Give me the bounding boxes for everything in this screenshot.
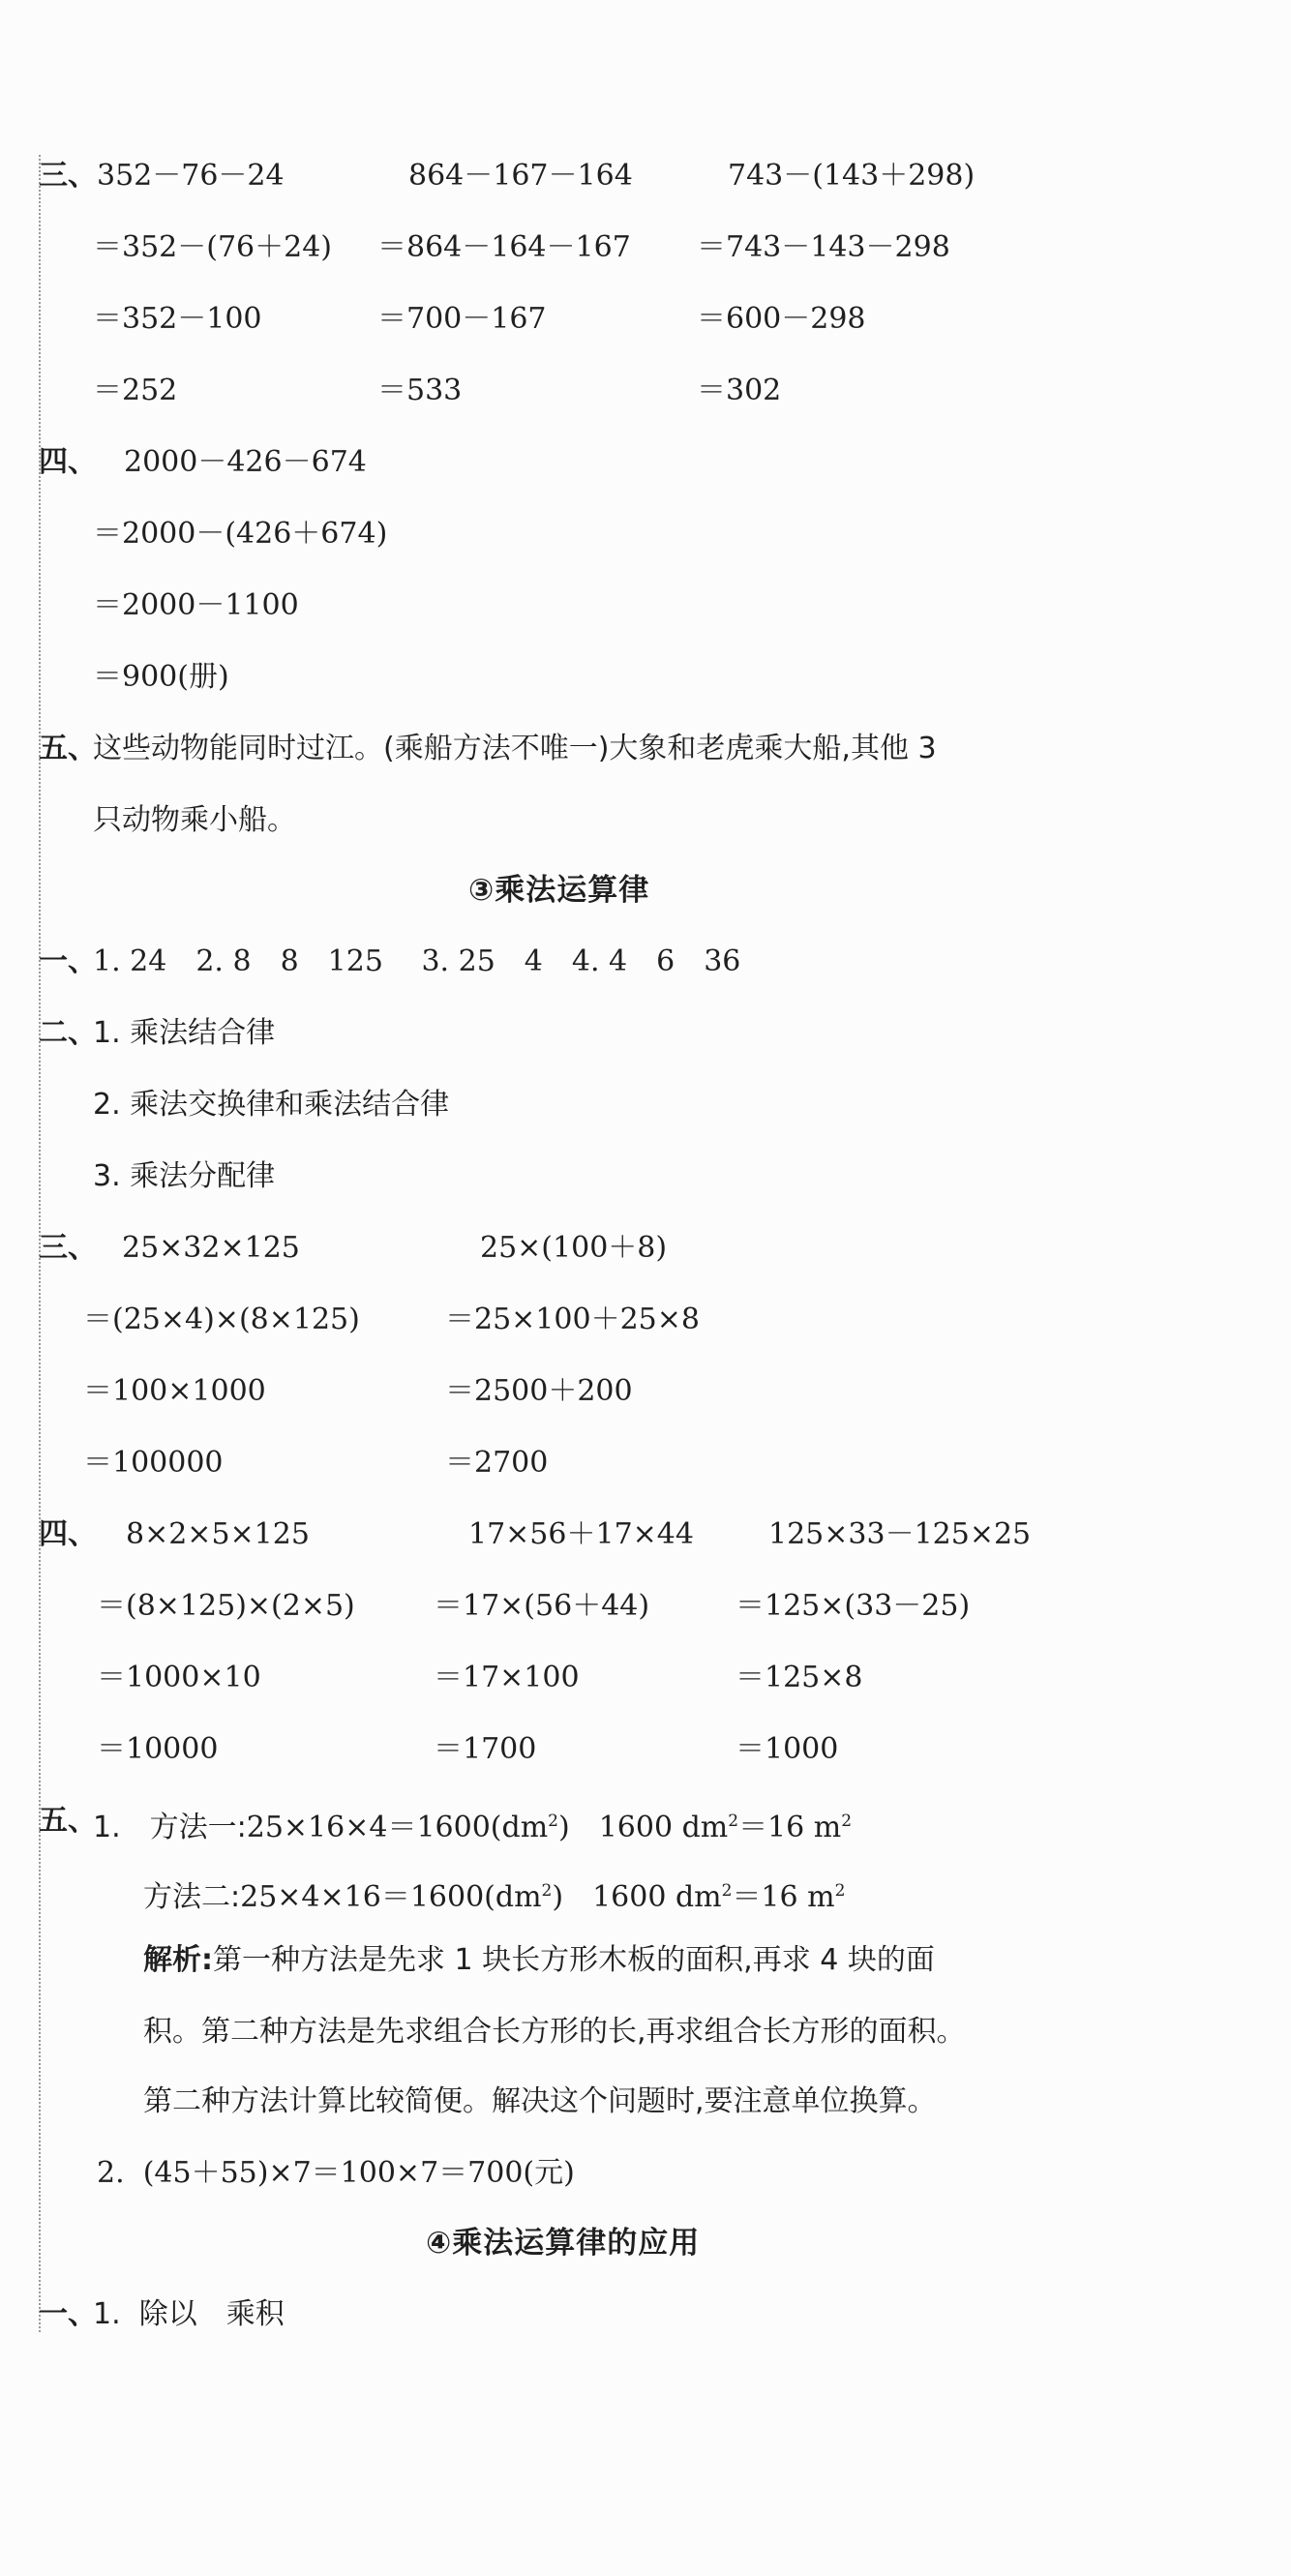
answer-text: 2. 乘法交换律和乘法结合律	[93, 1088, 450, 1122]
expr-row: 2000－426－674	[124, 445, 367, 479]
expr-row: ＝1700	[434, 1732, 537, 1766]
expr-row: ＝743－143－298	[697, 230, 950, 264]
expr-row: ＝2700	[445, 1446, 549, 1480]
expr-row: ＝352－100	[93, 302, 262, 336]
expr-row: ＝10000	[97, 1732, 219, 1766]
expr-row: 17×56＋17×44	[468, 1517, 694, 1551]
answer-text: 这些动物能同时过江。(乘船方法不唯一)大象和老虎乘大船,其他 3	[93, 732, 937, 765]
expr-row: ＝2000－(426＋674)	[93, 517, 388, 551]
expr-row: ＝17×(56＋44)	[434, 1589, 650, 1623]
expr-row: ＝(25×4)×(8×125)	[83, 1303, 360, 1336]
analysis: 积。第二种方法是先求组合长方形的长,再求组合长方形的面积。	[143, 2015, 966, 2049]
expr-row: ＝533	[377, 374, 463, 407]
expr-row: 352－76－24	[97, 159, 285, 193]
expr-row: ＝252	[93, 374, 178, 407]
question-label-2: 二、	[39, 1016, 97, 1050]
section-label-5: 五、	[39, 732, 97, 765]
section-heading: ④乘法运算律的应用	[426, 2226, 701, 2261]
expr-row: ＝25×100＋25×8	[445, 1303, 700, 1336]
question-label-3: 三、	[39, 1231, 97, 1265]
expr-row: ＝600－298	[697, 302, 866, 336]
answer-text: 3. 乘法分配律	[93, 1159, 276, 1193]
expr-row: ＝2500＋200	[445, 1374, 633, 1408]
section-label-4: 四、	[39, 445, 97, 479]
expr-row: ＝302	[697, 374, 782, 407]
expr-row: ＝17×100	[434, 1661, 580, 1694]
expr-row: ＝(8×125)×(2×5)	[97, 1589, 355, 1623]
answer-text: 1. 除以 乘积	[93, 2297, 285, 2331]
question-label-4: 四、	[39, 1517, 97, 1551]
expr-row: 864－167－164	[408, 159, 633, 193]
question-label-5: 五、	[39, 1804, 97, 1838]
answer-text: 1. 乘法结合律	[93, 1016, 276, 1050]
expr-row: ＝352－(76＋24)	[93, 230, 333, 264]
expr-row: ＝1000×10	[97, 1661, 261, 1694]
answer-text: 1. 24 2. 8 8 125 3. 25 4 4. 4 6 36	[93, 944, 741, 978]
question-label-1: 一、	[39, 944, 97, 978]
analysis: 解析:第一种方法是先求 1 块长方形木板的面积,再求 4 块的面	[143, 1943, 935, 1977]
expr-row: ＝100000	[83, 1446, 224, 1480]
method-one: 1. 方法一$:25\times 16\times 4=1600(dm^2)$ 1600 $dm^2=16$ $m^2$	[93, 1811, 853, 1844]
expr-row: ＝864－164－167	[377, 230, 631, 264]
expr-row: ＝1000	[736, 1732, 839, 1766]
expr-row: 25×(100＋8)	[480, 1231, 668, 1265]
method-two: 方法二$:25\times 4\times 16=1600(dm^2)$ 1600 $dm^2=16$ $m^2$	[143, 1880, 846, 1914]
answer-text: 只动物乘小船。	[93, 803, 296, 837]
expr-row: ＝700－167	[377, 302, 547, 336]
expr-row: ＝2000－1100	[93, 588, 299, 622]
analysis: 第二种方法计算比较简便。解决这个问题时,要注意单位换算。	[143, 2084, 937, 2118]
expr-row: ＝900(册)	[93, 660, 229, 694]
expr-row: 8×2×5×125	[126, 1517, 310, 1551]
section-label-3: 三、	[39, 159, 97, 193]
expr-row: ＝125×(33－25)	[736, 1589, 971, 1623]
expr-row: 743－(143＋298)	[728, 159, 976, 193]
answer-text: 2. (45＋55)×7＝100×7＝700(元)	[97, 2156, 575, 2190]
expr-row: 25×32×125	[122, 1231, 300, 1265]
expr-row: ＝125×8	[736, 1661, 863, 1694]
expr-row: 125×33－125×25	[768, 1517, 1032, 1551]
expr-row: ＝100×1000	[83, 1374, 266, 1408]
question-label-1: 一、	[39, 2297, 97, 2331]
section-heading: ③乘法运算律	[468, 873, 650, 908]
